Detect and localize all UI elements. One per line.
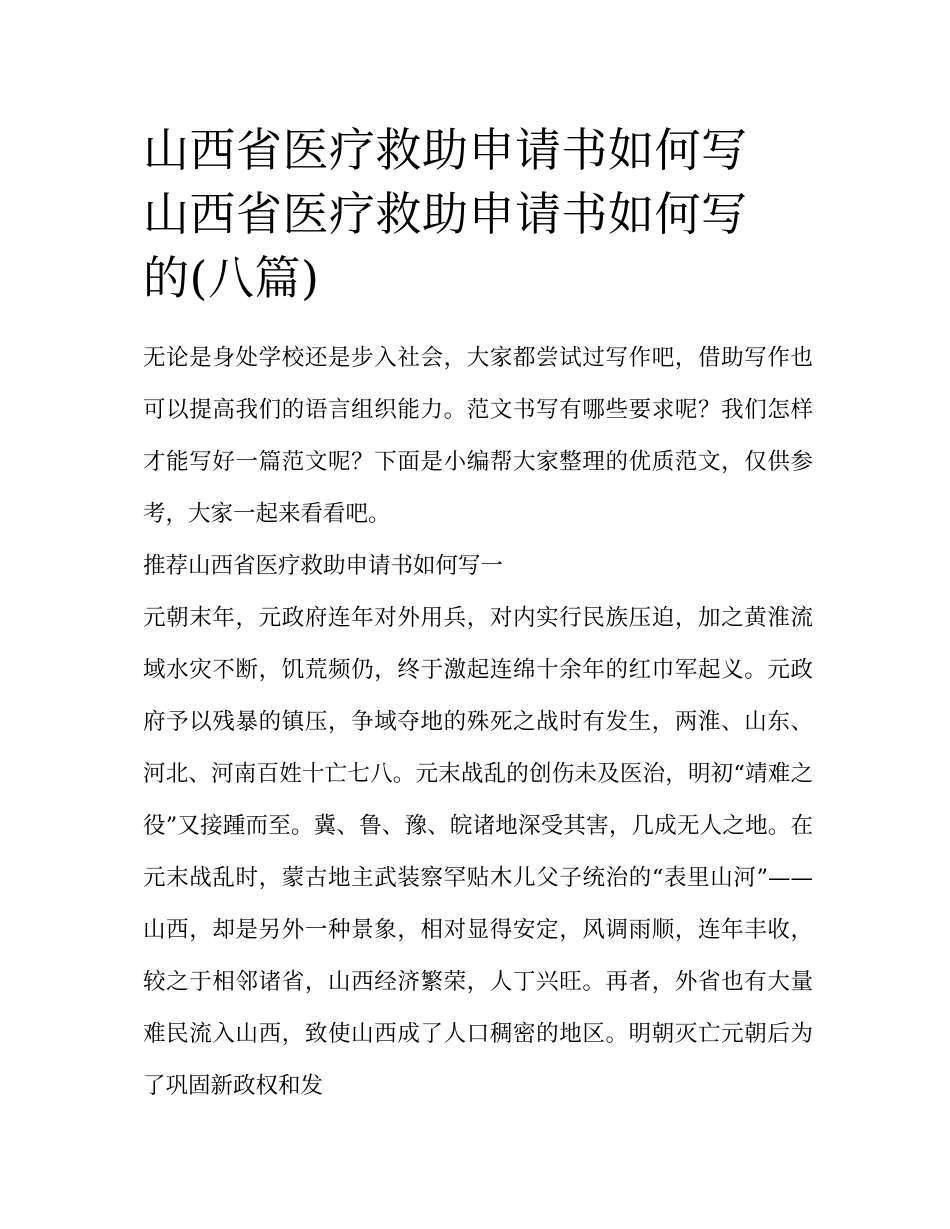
title-line: 的(八篇) — [143, 251, 320, 305]
title-line: 山西省医疗救助申请书如何写 — [143, 123, 748, 177]
document-page — [143, 118, 813, 1112]
document-title — [143, 118, 813, 310]
section-paragraph: 元朝末年，元政府连年对外用兵，对内实行民族压迫，加之黄淮流域水灾不断，饥荒频仍，终于激起连绵十余年的红巾军起义。元政府予以残暴的镇压，争域夺地的殊死之战时有发生，两淮、山东、河北、河南百姓十亡七八。元末战乱的创伤未及医治，明初“靖难之役”又接踵而至。冀、鲁、豫、皖诸地深受其害，几成无人之地。在元末战乱时，蒙古地主武装察罕贴木儿父子统治的“表里山河”——山西，却是另外一种景象，相对显得安定，风调雨顺，连年丰收，较之于相邻诸省，山西经济繁荣，人丁兴旺。再者，外省也有大量难民流入山西，致使山西成了人口稠密的地区。明朝灭亡元朝后为了巩固新政权和发 — [143, 605, 813, 1099]
title-line: 山西省医疗救助申请书如何写 — [143, 187, 748, 241]
intro-paragraph: 无论是身处学校还是步入社会，大家都尝试过写作吧，借助写作也可以提高我们的语言组织能力。范文书写有哪些要求呢？我们怎样才能写好一篇范文呢？下面是小编帮大家整理的优质范文，仅供参考，大家一起来看看吧。 — [143, 345, 813, 527]
document-body — [143, 332, 813, 1112]
section-heading: 推荐山西省医疗救助申请书如何写一 — [143, 553, 504, 579]
